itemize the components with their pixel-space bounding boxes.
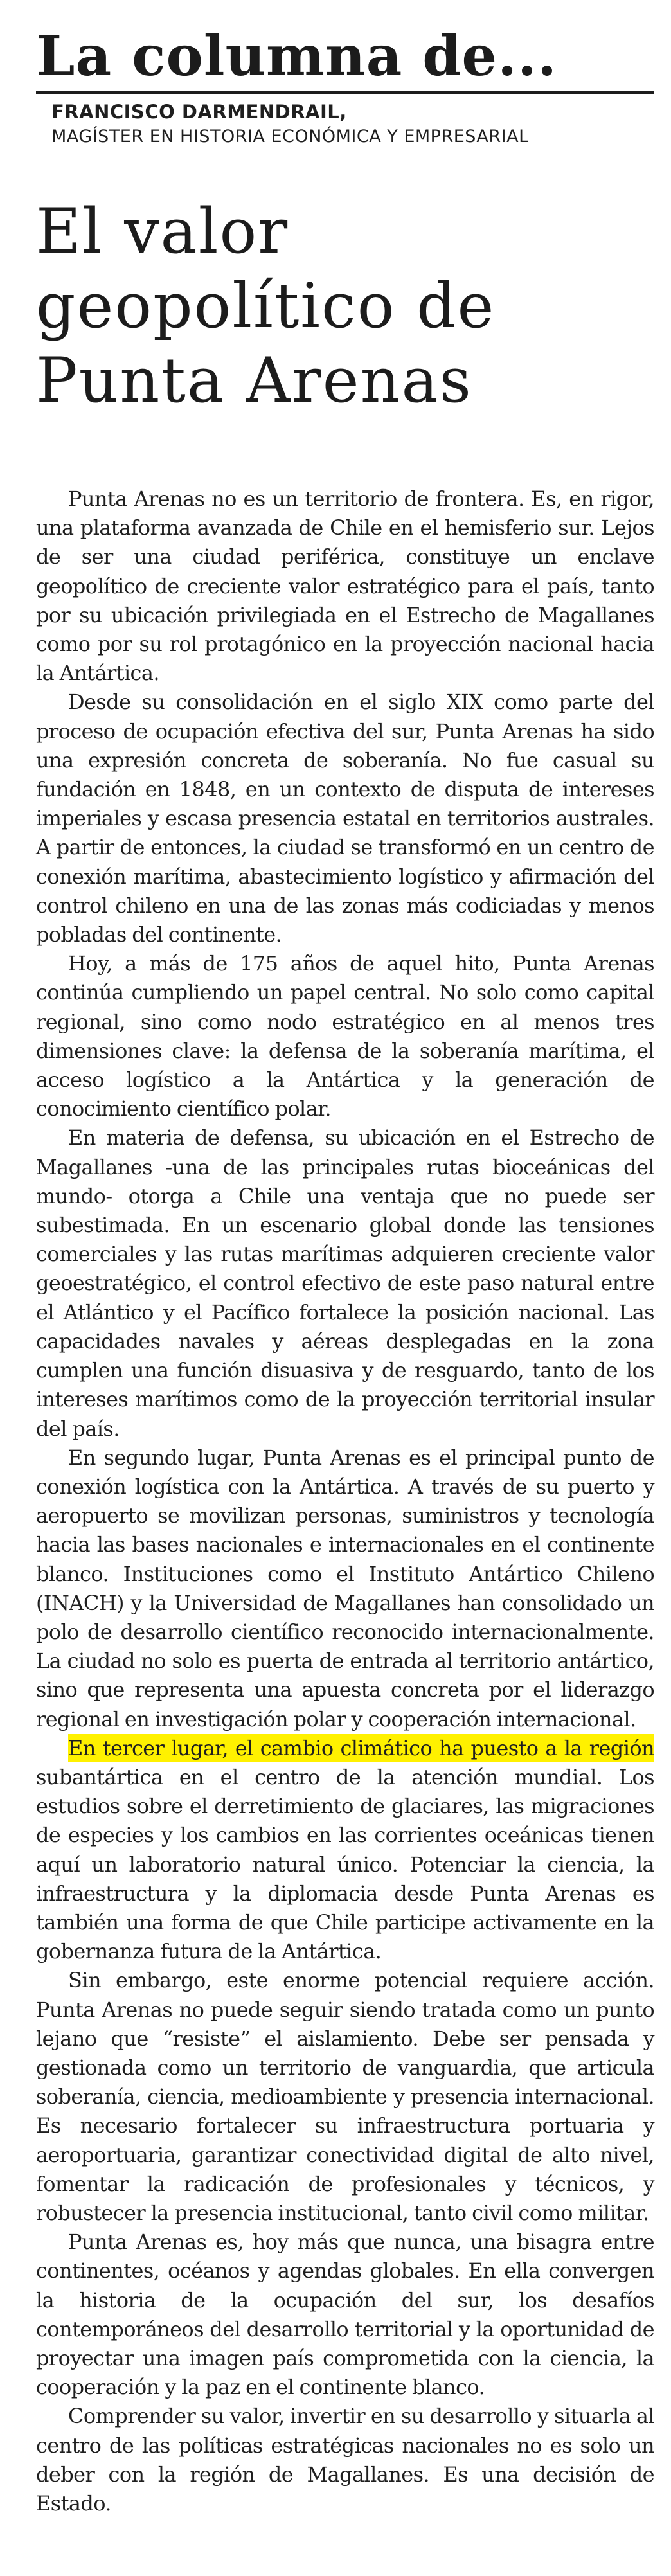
paragraph-1: Punta Arenas no es un territorio de frontera. Es, en rigor, una plataforma avanzada de Chile en el hemisferio sur. Lejos de ser una ciudad periférica, constituye un enclave geopolítico de creciente valor estratégico para el país, tanto por su ubicación privilegiada en el Estrecho de Magallanes como por su rol protagónico en la proyección nacional hacia la Antártica. (36, 487, 654, 686)
section-divider (36, 91, 654, 94)
highlighted-text: En tercer lugar, el cambio climático ha puesto a la región (68, 1735, 654, 1760)
byline (36, 99, 654, 149)
paragraph-3: Hoy, a más de 175 años de aquel hito, Punta Arenas continúa cumpliendo un papel central. No solo como capital regional, sino como nodo estratégico en al menos tres dimensiones clave: la defensa de la soberanía marítima, el acceso logístico a la Antártica y la generación de conocimiento científico polar. (36, 951, 654, 1122)
paragraph-6-highlighted (36, 1734, 654, 1967)
author-title: MAGÍSTER EN HISTORIA ECONÓMICA Y EMPRESARIAL (51, 127, 529, 147)
newspaper-column (36, 26, 654, 2518)
paragraph-5: En segundo lugar, Punta Arenas es el principal punto de conexión logística con la Antártica. A través de su puerto y aeropuerto se movilizan personas, suministros y tecnología hacia las bases nacionales e internacionales en el continente blanco. Instituciones como el Instituto Antártico Chileno (INACH) y la Universidad de Magallanes han consolidado un polo de desarrollo científico reconocido internacionalmente. La ciudad no solo es puerta de entrada al territorio antártico, sino que representa una apuesta concreta por el liderazgo regional en investigación polar y cooperación internacional. (36, 1445, 654, 1731)
paragraph-9: Comprender su valor, invertir en su desarrollo y situarla al centro de las políticas estratégicas nacionales no es solo un deber con la región de Magallanes. Es una decisión de Estado. (36, 2404, 654, 2516)
paragraph-7: Sin embargo, este enorme potencial requiere acción. Punta Arenas no puede seguir siendo tratada como un punto lejano que “resiste” el aislamiento. Debe ser pensada y gestionada como un territorio de vanguardia, que articula soberanía, ciencia, medioambiente y presencia internacional. Es necesario fortalecer su infraestructura portuaria y aeroportuaria, garantizar conectividad digital de alto nivel, fomentar la radicación de profesionales y técnicos, y robustecer la presencia institucional, tanto civil como militar. (36, 1968, 654, 2225)
section-title: La columna de... (36, 24, 557, 89)
paragraph-6-rest: subantártica en el centro de la atención mundial. Los estudios sobre el derretimiento de glaciares, las migraciones de especies y los cambios en las corrientes oceánicas tienen aquí un laboratorio natural único. Potenciar la ciencia, la infraestructura y la diplomacia desde Punta Arenas es también una forma de que Chile participe activamente en la gobernanza futura de la Antártica. (36, 1764, 654, 1964)
author-name: FRANCISCO DARMENDRAIL, (51, 101, 347, 123)
paragraph-4: En materia de defensa, su ubicación en el Estrecho de Magallanes -una de las principales rutas bioceánicas del mundo- otorga a Chile una ventaja que no puede ser subestimada. En un escenario global donde las tensiones comerciales y las rutas marítimas adquieren creciente valor geoestratégico, el control efectivo de este paso natural entre el Atlántico y el Pacífico fortalece la posición nacional. Las capacidades navales y aéreas desplegadas en la zona cumplen una función disuasiva y de resguardo, tanto de los intereses marítimos como de la proyección territorial insular del país. (36, 1125, 654, 1441)
paragraph-2: Desde su consolidación en el siglo XIX como parte del proceso de ocupación efectiva del sur, Punta Arenas ha sido una expresión concreta de soberanía. No fue casual su fundación en 1848, en un contexto de disputa de intereses imperiales y escasa presencia estatal en territorios australes. A partir de entonces, la ciudad se transformó en un centro de conexión marítima, abastecimiento logístico y afirmación del control chileno en una de las zonas más codiciadas y menos pobladas del continente. (36, 690, 654, 947)
paragraph-8: Punta Arenas es, hoy más que nunca, una bisagra entre continentes, océanos y agendas globales. En ella convergen la historia de la ocupación del sur, los desafíos contemporáneos del desarrollo territorial y la oportunidad de proyectar una imagen país comprometida con la ciencia, la cooperación y la paz en el continente blanco. (36, 2230, 654, 2400)
article-body (36, 485, 654, 2518)
article-headline: El valor geopolítico de Punta Arenas (36, 195, 496, 416)
